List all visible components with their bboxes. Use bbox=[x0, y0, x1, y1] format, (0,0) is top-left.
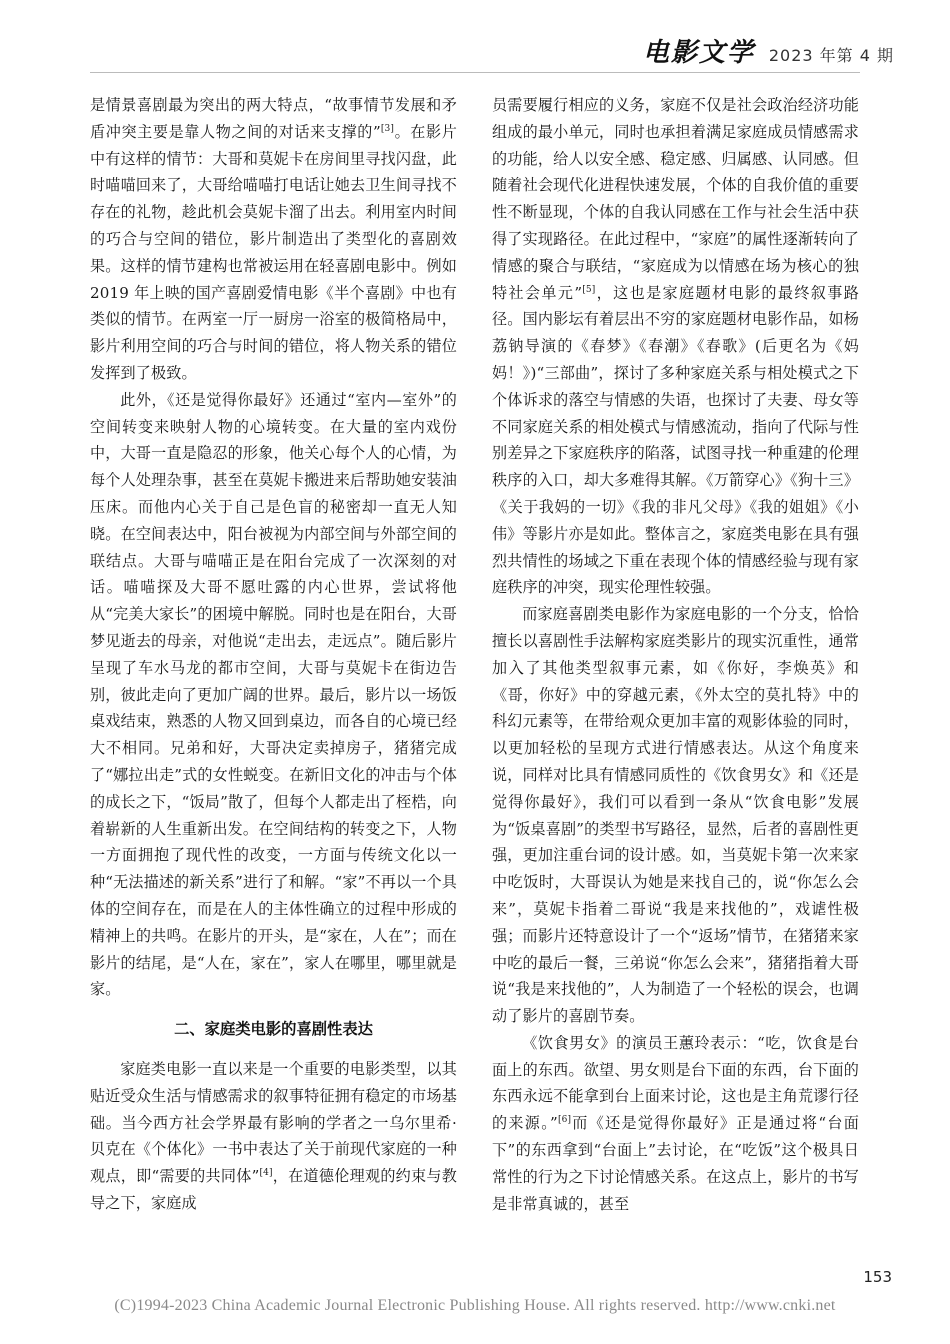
page-number: 153 bbox=[863, 1268, 892, 1286]
left-column bbox=[90, 92, 457, 1217]
header-divider bbox=[90, 72, 860, 73]
paragraph bbox=[492, 92, 859, 601]
copyright-notice: (C)1994-2023 China Academic Journal Electronic Publishing House. All rights reserved. http://www.cnki.net bbox=[114, 1297, 836, 1314]
paragraph bbox=[90, 92, 457, 387]
paragraph-text: 《饮食男女》的演员王蕙玲表示：“吃，饮食是台面上的东西。欲望、男女则是台下面的东西，台下面的东西永远不能拿到台上面来讨论，这也是主角荒谬行径的来源。” bbox=[492, 1033, 859, 1133]
paragraph bbox=[492, 1030, 859, 1218]
citation-ref: [4] bbox=[259, 1168, 273, 1179]
citation-ref: [5] bbox=[582, 284, 596, 295]
citation-ref: [6] bbox=[557, 1115, 572, 1126]
citation-ref: [3] bbox=[380, 123, 395, 134]
paragraph-text: 家庭类电影一直以来是一个重要的电影类型，以其贴近受众生活与情感需求的叙事特征拥有稳定的市场基础。当今西方社会学界最有影响的学者之一乌尔里希·贝克在《个体化》一书中表达了关于前现代家庭的一种观点，即“需要的共同体” bbox=[90, 1060, 457, 1186]
paragraph-text: 是情景喜剧最为突出的两大特点，“故事情节发展和矛盾冲突主要是靠人物之间的对话来支撑的” bbox=[90, 96, 457, 141]
section-heading: 二、家庭类电影的喜剧性表达 bbox=[174, 1020, 373, 1039]
paragraph-text: 而《还是觉得你最好》正是通过将“台面下”的东西拿到“台面上”去讨论，在“吃饭”这个极具日常性的行为之下讨论情感关系。在这点上，影片的书写是非常真诚的，甚至 bbox=[492, 1114, 860, 1213]
page-header bbox=[643, 32, 894, 69]
journal-logo: 电影文学 bbox=[642, 38, 755, 68]
paragraph: 此外，《还是觉得你最好》还通过“室内—室外”的空间转变来映射人物的心境转变。在大量的室内戏份中，大哥一直是隐忍的形象，他关心每个人的心情，为每个人处理杂事，甚至在莫妮卡搬进来后帮助她安装油压床。而他内心关于自己是色盲的秘密却一直无人知晓。在空间表达中，阳台被视为内部空间与外部空间的联结点。大哥与喵喵正是在阳台完成了一次深刻的对话。喵喵探及大哥不愿吐露的内心世界，尝试将他从“完美大家长”的困境中解脱。同时也是在阳台，大哥梦见逝去的母亲，对他说“走出去，走远点”。随后影片呈现了车水马龙的都市空间，大哥与莫妮卡在街边告别，彼此走向了更加广阔的世界。最后，影片以一场饭桌戏结束，熟悉的人物又回到桌边，而各自的心境已经大不相同。兄弟和好，大哥决定卖掉房子，猪猪完成了“娜拉出走”式的女性蜕变。在新旧文化的冲击与个体的成长之下，“饭局”散了，但每个人都走出了桎梏，向着崭新的人生重新出发。在空间结构的转变之下，人物一方面拥抱了现代性的改变，一方面与传统文化以一种“无法描述的新关系”进行了和解。“家”不再以一个具体的空间存在，而是在人的主体性确立的过程中形成的精神上的共鸣。在影片的开头，是“家在，人在”；而在影片的结尾，是“人在，家在”，家人在哪里，哪里就是家。 bbox=[90, 390, 457, 999]
paragraph-text: 。在影片中有这样的情节：大哥和莫妮卡在房间里寻找闪盘，此时喵喵回来了，大哥给喵喵打电话让她去卫生间寻找不存在的礼物，趁此机会莫妮卡溜了出去。利用室内时间的巧合与空间的错位，影片制造出了类型化的喜剧效果。这样的情节建构也常被运用在轻喜剧电影中。例如2019 年上映的国产喜剧爱情电影《半个喜剧》中也有类似的情节。在两室一厅一厨房一浴室的极简格局中，影片利用空间的巧合与时间的错位，将人物关系的错位发挥到了极致。 bbox=[90, 122, 457, 382]
paragraph-text: ，这也是家庭题材电影的最终叙事路径。国内影坛有着层出不穷的家庭题材电影作品，如杨荔钠导演的《春梦》《春潮》《春歌》(后更名为《妈妈！》)“三部曲”，探讨了多种家庭关系与相处模式之下个体诉求的落空与情感的失语，也探讨了夫妻、母女等不同家庭关系的相处模式与情感流动，指向了代际与性别差异之下家庭秩序的陷落，试图寻找一种重建的伦理秩序的入口，却大多难得其解。《万箭穿心》《狗十三》《关于我妈的一切》《我的非凡父母》《我的姐姐》《小伟》等影片亦是如此。整体言之，家庭类电影在具有强烈共情性的场域之下重在表现个体的情感经验与现有家庭秩序的冲突，现实伦理性较强。 bbox=[492, 283, 859, 597]
paragraph-text: ，在道德伦理观的约束与教导之下，家庭成 bbox=[90, 1167, 457, 1213]
paragraph bbox=[90, 1056, 457, 1217]
paragraph: 而家庭喜剧类电影作为家庭电影的一个分支，恰恰擅长以喜剧性手法解构家庭类影片的现实沉重性，通常加入了其他类型叙事元素，如《你好，李焕英》和《哥，你好》中的穿越元素，《外太空的莫扎特》中的科幻元素等，在带给观众更加丰富的观影体验的同时，以更加轻松的呈现方式进行情感表达。从这个角度来说，同样对比具有情感同质性的《饮食男女》和《还是觉得你最好》，我们可以看到一条从“饮食电影”发展为“饭桌喜剧”的类型书写路径，显然，后者的喜剧性更强，更加注重台词的设计感。如，当莫妮卡第一次来家中吃饭时，大哥误认为她是来找自己的，说“你怎么会来”，莫妮卡指着二哥说“我是来找他的”，戏谑性极强；而影片还特意设计了一个“返场”情节，在猪猪来家中吃的最后一餐，三弟说“你怎么会来”，猪猪指着大哥说“我是来找他的”，人为制造了一个轻松的误会，也调动了影片的喜剧节奏。 bbox=[492, 605, 859, 1026]
issue-label: 2023 年第 4 期 bbox=[768, 46, 894, 65]
paragraph-text: 员需要履行相应的义务，家庭不仅是社会政治经济功能组成的最小单元，同时也承担着满足家庭成员情感需求的功能，给人以安全感、稳定感、归属感、认同感。但随着社会现代化进程快速发展，个体的自我价值的重要性不断显现，个体的自我认同感在工作与社会生活中获得了实现路径。在此过程中，“家庭”的属性逐渐转向了情感的聚合与联结，“家庭成为以情感在场为核心的独特社会单元” bbox=[492, 96, 859, 302]
right-column bbox=[492, 92, 859, 1217]
